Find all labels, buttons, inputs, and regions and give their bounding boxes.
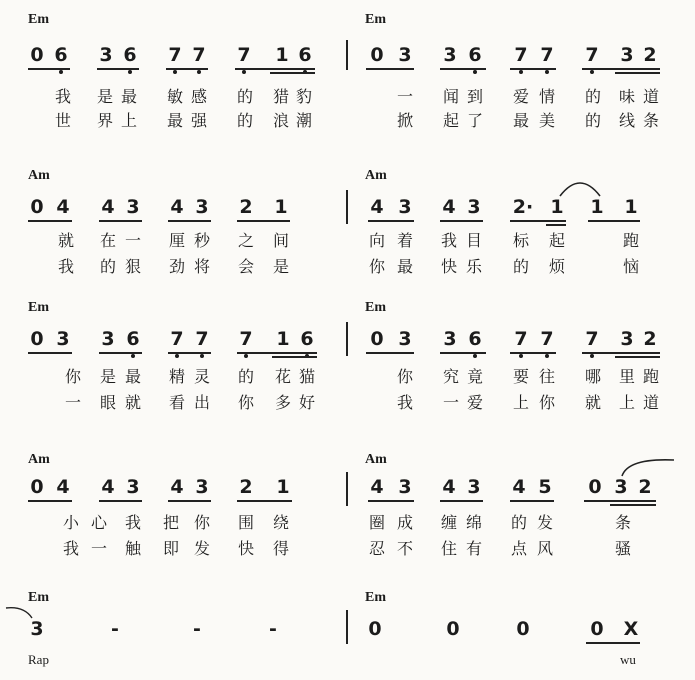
note: 2	[239, 196, 253, 218]
note: 0	[588, 476, 602, 498]
lyric: 条	[642, 111, 659, 130]
chord-label: Em	[28, 12, 49, 27]
lyric: 间	[272, 231, 289, 250]
lyric: 将	[193, 257, 210, 276]
barline	[346, 322, 348, 356]
lyric: 道	[642, 393, 659, 412]
lyric: 就	[584, 393, 601, 412]
lyric: 灵	[193, 367, 210, 386]
system-row-4	[0, 452, 695, 572]
barline	[346, 190, 348, 224]
lyric: 好	[298, 393, 315, 412]
beam	[272, 356, 317, 358]
beam	[440, 500, 483, 502]
lyric: 在	[99, 231, 116, 250]
note: -	[269, 618, 277, 640]
beam	[368, 220, 414, 222]
lyric: 恼	[622, 257, 639, 276]
note: 3	[443, 328, 457, 350]
lyric: 是	[96, 87, 113, 106]
lyric: 猎	[272, 87, 289, 106]
lyric: 跑	[622, 231, 639, 250]
lyric: 的	[584, 111, 601, 130]
beam	[97, 68, 139, 70]
wu-label: wu	[620, 652, 636, 667]
note: -	[111, 618, 119, 640]
lyric: 的	[512, 257, 529, 276]
note: 2	[643, 328, 657, 350]
note: 6	[124, 328, 142, 350]
lyric: 的	[99, 257, 116, 276]
beam	[440, 68, 486, 70]
note: 0	[368, 618, 382, 640]
note: 7	[538, 328, 556, 350]
lyric: 发	[536, 513, 553, 532]
note: 2·	[512, 196, 534, 218]
chord-label: Am	[28, 452, 50, 467]
lyric: 爱	[512, 87, 529, 106]
note: 0	[590, 618, 604, 640]
beam	[28, 220, 72, 222]
lyric: 起	[442, 111, 459, 130]
beam	[366, 352, 414, 354]
beam	[584, 500, 656, 502]
lyric: 味	[618, 87, 635, 106]
lyric: 有	[465, 539, 482, 558]
note: 3	[56, 328, 70, 350]
lyric: 到	[466, 87, 483, 106]
beam	[582, 352, 660, 354]
note: 6	[121, 44, 139, 66]
beam	[237, 220, 290, 222]
note: 7	[235, 44, 253, 66]
note: 3	[30, 618, 44, 640]
lyric: 爱	[466, 393, 483, 412]
lyric: 竟	[466, 367, 483, 386]
note: 4	[170, 196, 184, 218]
chord-label: Em	[28, 300, 49, 315]
beam	[588, 220, 640, 222]
note: 0	[370, 44, 384, 66]
chord-label: Am	[28, 168, 50, 183]
note: X	[623, 618, 639, 640]
chord-label: Am	[365, 168, 387, 183]
lyric: 最	[396, 257, 413, 276]
note: 6	[296, 44, 314, 66]
lyric: 之	[237, 231, 254, 250]
lyric: 感	[190, 87, 207, 106]
note: 3	[467, 196, 481, 218]
lyric: 道	[642, 87, 659, 106]
beam	[168, 500, 211, 502]
note: 7	[583, 328, 601, 350]
lyric: 最	[124, 367, 141, 386]
lyric: 里	[618, 367, 635, 386]
lyric: 点	[510, 539, 527, 558]
beam	[237, 500, 292, 502]
lyric: 的	[236, 111, 253, 130]
chord-label: Em	[28, 590, 49, 605]
lyric: 得	[272, 539, 289, 558]
beam	[510, 352, 556, 354]
lyric: 我	[396, 393, 413, 412]
note: 0	[30, 328, 44, 350]
beam	[440, 352, 486, 354]
beam	[610, 504, 656, 506]
beam	[166, 68, 208, 70]
lyric: 一	[90, 539, 107, 558]
note: 3	[398, 328, 412, 350]
lyric: 究	[442, 367, 459, 386]
note: 3	[620, 328, 634, 350]
system-row-1	[0, 12, 695, 132]
note: 3	[99, 44, 113, 66]
tie-arc	[620, 456, 676, 478]
note: 7	[237, 328, 255, 350]
note: -	[193, 618, 201, 640]
beam	[366, 68, 414, 70]
note: 7	[190, 44, 208, 66]
note: 4	[512, 476, 526, 498]
note: 7	[583, 44, 601, 66]
lyric: 不	[396, 539, 413, 558]
note: 3	[195, 476, 209, 498]
lyric: 你	[237, 393, 254, 412]
lyric: 即	[162, 539, 179, 558]
lyric: 最	[512, 111, 529, 130]
chord-label: Em	[365, 590, 386, 605]
note: 2	[638, 476, 652, 498]
lyric: 把	[162, 513, 179, 532]
lyric: 发	[193, 539, 210, 558]
beam	[582, 68, 660, 70]
lyric: 起	[548, 231, 565, 250]
note: 0	[30, 44, 44, 66]
note: 4	[56, 196, 70, 218]
lyric: 目	[465, 231, 482, 250]
lyric: 快	[237, 539, 254, 558]
note: 4	[370, 476, 384, 498]
lyric: 掀	[396, 111, 413, 130]
lyric: 风	[536, 539, 553, 558]
lyric: 美	[538, 111, 555, 130]
beam	[440, 220, 483, 222]
lyric: 线	[618, 111, 635, 130]
note: 1	[590, 196, 604, 218]
lyric: 你	[193, 513, 210, 532]
chord-label: Am	[365, 452, 387, 467]
beam	[99, 500, 142, 502]
beam	[28, 500, 72, 502]
note: 3	[467, 476, 481, 498]
lyric: 你	[396, 367, 413, 386]
lyric: 烦	[548, 257, 565, 276]
chord-label: Em	[365, 12, 386, 27]
lyric: 世	[54, 111, 71, 130]
lyric: 浪	[272, 111, 289, 130]
lyric: 快	[440, 257, 457, 276]
lyric: 的	[236, 87, 253, 106]
beam	[510, 68, 556, 70]
lyric: 着	[396, 231, 413, 250]
note: 2	[239, 476, 253, 498]
lyric: 是	[99, 367, 116, 386]
lyric: 要	[512, 367, 529, 386]
note: 3	[195, 196, 209, 218]
lyric: 触	[124, 539, 141, 558]
note: 6	[466, 44, 484, 66]
note: 1	[550, 196, 564, 218]
beam	[28, 352, 72, 354]
rap-label: Rap	[28, 652, 49, 667]
lyric: 你	[64, 367, 81, 386]
barline	[346, 472, 348, 506]
lyric: 情	[538, 87, 555, 106]
note: 4	[101, 476, 115, 498]
beam	[510, 500, 554, 502]
beam	[615, 356, 660, 358]
lyric: 厘	[168, 231, 185, 250]
lyric: 围	[237, 513, 254, 532]
note: 7	[166, 44, 184, 66]
note: 6	[466, 328, 484, 350]
note: 3	[126, 476, 140, 498]
lyric: 一	[64, 393, 81, 412]
lyric: 心	[90, 513, 107, 532]
note: 4	[370, 196, 384, 218]
lyric: 住	[440, 539, 457, 558]
barline	[346, 40, 348, 70]
chord-label: Em	[365, 300, 386, 315]
tie-arc	[558, 176, 602, 198]
lyric: 潮	[295, 111, 312, 130]
lyric: 你	[538, 393, 555, 412]
note: 0	[30, 196, 44, 218]
system-row-5	[0, 590, 695, 680]
lyric: 乐	[465, 257, 482, 276]
lyric: 往	[538, 367, 555, 386]
lyric: 你	[368, 257, 385, 276]
note: 3	[620, 44, 634, 66]
lyric: 敏	[166, 87, 183, 106]
lyric: 小	[62, 513, 79, 532]
note: 1	[275, 44, 289, 66]
beam	[368, 500, 414, 502]
note: 0	[516, 618, 530, 640]
lyric: 上	[512, 393, 529, 412]
lyric: 骚	[614, 539, 631, 558]
note: 7	[193, 328, 211, 350]
note: 3	[614, 476, 628, 498]
note: 6	[298, 328, 316, 350]
lyric: 我	[62, 539, 79, 558]
lyric: 标	[512, 231, 529, 250]
note: 7	[512, 328, 530, 350]
lyric: 我	[54, 87, 71, 106]
barline	[346, 610, 348, 644]
lyric: 上	[120, 111, 137, 130]
lyric: 看	[168, 393, 185, 412]
lyric: 闻	[442, 87, 459, 106]
note: 0	[30, 476, 44, 498]
beam	[270, 72, 315, 74]
lyric: 界	[96, 111, 113, 130]
note: 7	[538, 44, 556, 66]
lyric: 圈	[368, 513, 385, 532]
note: 3	[398, 44, 412, 66]
lyric: 一	[442, 393, 459, 412]
lyric: 缠	[440, 513, 457, 532]
beam	[168, 352, 211, 354]
lyric: 最	[120, 87, 137, 106]
note: 3	[126, 196, 140, 218]
note: 1	[276, 476, 290, 498]
lyric: 猫	[298, 367, 315, 386]
note: 4	[442, 196, 456, 218]
lyric: 向	[368, 231, 385, 250]
lyric: 的	[584, 87, 601, 106]
note: 7	[512, 44, 530, 66]
beam	[99, 352, 142, 354]
beam	[237, 352, 317, 354]
note: 3	[398, 476, 412, 498]
lyric: 跑	[642, 367, 659, 386]
beam	[168, 220, 211, 222]
note: 4	[442, 476, 456, 498]
lyric: 我	[124, 513, 141, 532]
beam	[546, 224, 566, 226]
lyric: 绵	[465, 513, 482, 532]
beam	[28, 68, 70, 70]
lyric: 的	[237, 367, 254, 386]
note: 6	[52, 44, 70, 66]
lyric: 会	[237, 257, 254, 276]
lyric: 就	[124, 393, 141, 412]
beam	[615, 72, 660, 74]
beam	[510, 220, 566, 222]
note: 7	[168, 328, 186, 350]
lyric: 忍	[368, 539, 385, 558]
system-row-3	[0, 300, 695, 420]
lyric: 是	[272, 257, 289, 276]
note: 0	[370, 328, 384, 350]
note: 1	[276, 328, 290, 350]
note: 0	[446, 618, 460, 640]
lyric: 秒	[193, 231, 210, 250]
lyric: 成	[396, 513, 413, 532]
lyric: 条	[614, 513, 631, 532]
lyric: 我	[57, 257, 74, 276]
lyric: 上	[618, 393, 635, 412]
lyric: 眼	[99, 393, 116, 412]
lyric: 豹	[295, 87, 312, 106]
note: 2	[643, 44, 657, 66]
beam	[235, 68, 315, 70]
lyric: 劲	[168, 257, 185, 276]
lyric: 了	[466, 111, 483, 130]
note: 1	[624, 196, 638, 218]
lyric: 强	[190, 111, 207, 130]
note: 3	[443, 44, 457, 66]
lyric: 花	[274, 367, 291, 386]
lyric: 一	[396, 87, 413, 106]
lyric: 精	[168, 367, 185, 386]
lyric: 哪	[584, 367, 601, 386]
note: 5	[538, 476, 552, 498]
lyric: 就	[57, 231, 74, 250]
lyric: 的	[510, 513, 527, 532]
note: 4	[56, 476, 70, 498]
note: 3	[101, 328, 115, 350]
lyric: 狠	[124, 257, 141, 276]
lyric: 绕	[272, 513, 289, 532]
note: 3	[398, 196, 412, 218]
lyric: 出	[193, 393, 210, 412]
lyric: 我	[440, 231, 457, 250]
lyric: 多	[274, 393, 291, 412]
note: 4	[170, 476, 184, 498]
beam	[99, 220, 142, 222]
system-row-2	[0, 168, 695, 288]
note: 4	[101, 196, 115, 218]
lyric: 最	[166, 111, 183, 130]
beam	[586, 642, 640, 644]
note: 1	[274, 196, 288, 218]
lyric: 一	[124, 231, 141, 250]
